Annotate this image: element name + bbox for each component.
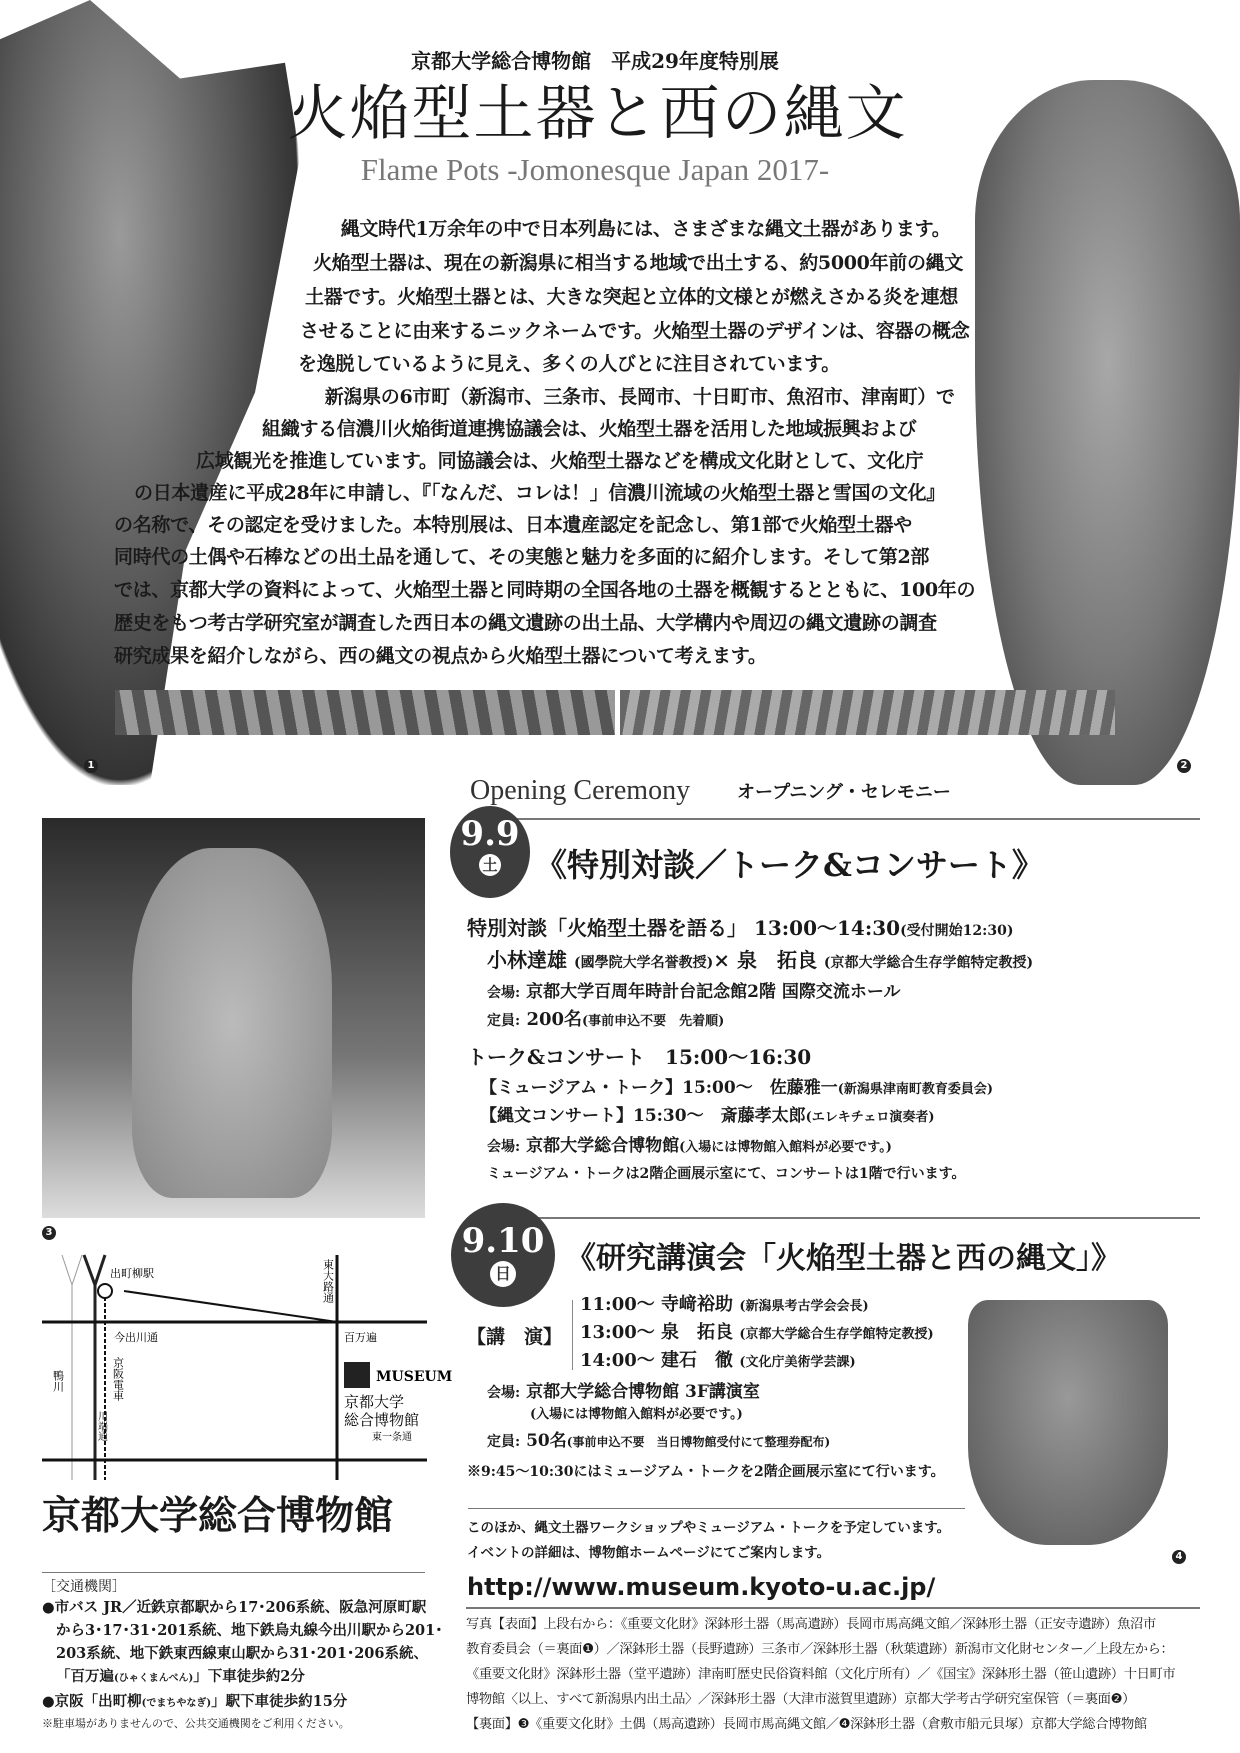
venue: 京都大学百周年時計台記念館2階 国際交流ホール xyxy=(526,982,901,1002)
keihan-walk: 」駅下車徒歩約15分 xyxy=(211,1693,348,1710)
date: 9.10 xyxy=(461,1221,545,1261)
map-keihan-label: 京阪電車 xyxy=(111,1357,125,1401)
name: 寺﨑裕助 xyxy=(661,1294,734,1315)
intro-line: 歴史をもつ考古学研究室が調査した西日本の縄文遺跡の出土品、大学構内や周辺の縄文遺跡の調査 xyxy=(114,612,937,634)
exhibition-subtitle-en: Flame Pots -Jomonesque Japan 2017- xyxy=(360,152,830,187)
access-line: 203系統、地下鉄東西線東山駅から31･201･206系統、 xyxy=(56,1645,428,1662)
venue: 京都大学総合博物館 xyxy=(526,1136,680,1156)
map-kamogawa-label: 鴨川 xyxy=(51,1370,65,1392)
role: (文化庁美術学芸課) xyxy=(739,1355,856,1370)
weekday: 日 xyxy=(490,1261,516,1287)
date: 9.9 xyxy=(460,814,520,854)
cross: × xyxy=(713,948,730,972)
talk-reception: (受付開始12:30) xyxy=(900,923,1014,939)
map-museum-label-1: 京都大学 xyxy=(344,1393,405,1411)
name: 泉 拓良 xyxy=(661,1322,734,1343)
credit-line: 《重要文化財》深鉢形土器（堂平遺跡）津南町歴史民俗資料館（文化庁所有）／《国宝》深鉢形土器（笹山遺跡）十日町市 xyxy=(466,1667,1176,1682)
map-station-label: 出町柳駅 xyxy=(110,1267,154,1280)
photo-number-4: 4 xyxy=(1172,1550,1186,1564)
museum-talk: 【ミュージアム・トーク】15:00〜 佐藤雅一 xyxy=(480,1078,838,1098)
intro-line: の日本遺産に平成28年に申請し、『「なんだ、コレは！」信濃川流域の火焔型土器と雪国の文化』 xyxy=(134,482,945,504)
more-info-line2: イベントの詳細は、博物館ホームページにてご案内します。 xyxy=(467,1545,831,1561)
capacity-note: (事前申込不要 当日博物館受付にて整理券配布) xyxy=(566,1435,831,1449)
time: 11:00〜 xyxy=(580,1294,655,1315)
intro-line: では、京都大学の資料によって、火焔型土器と同時期の全国各地の土器を概観するとともに、100年の xyxy=(114,579,976,601)
venue: 京都大学総合博物館 3F講演室 xyxy=(526,1382,760,1402)
time: 13:00〜 xyxy=(580,1322,655,1343)
museum-name: 京都大学総合博物館 xyxy=(42,1493,394,1539)
credit-line: 博物館〈以上、すべて新潟県内出土品〉／深鉢形土器（大津市滋賀里遺跡）京都大学考古学研究室保管（＝裏面❷） xyxy=(466,1692,1135,1707)
lecture-item xyxy=(580,1322,934,1345)
time: 14:00〜 xyxy=(580,1350,655,1371)
date-badge-9-9 xyxy=(450,806,530,898)
map-imadegawa-label: 今出川通 xyxy=(114,1331,158,1344)
concert: 【縄文コンサート】15:30〜 斎藤孝太郎 xyxy=(480,1106,806,1126)
photo-number-3: 3 xyxy=(42,1226,56,1240)
intro-line: させることに由来するニックネームです。火焔型土器のデザインは、容器の概念 xyxy=(300,320,970,342)
talk-title: 特別対談「火焔型土器を語る」 13:00〜14:30 xyxy=(467,916,901,940)
venue-note: (入場には博物館入館料が必要です。) xyxy=(679,1140,892,1155)
date-badge-9-10 xyxy=(451,1203,555,1307)
organizer-line: 京都大学総合博物館 平成29年度特別展 xyxy=(411,49,779,73)
capacity: 50名 xyxy=(526,1431,567,1451)
kana: (でまちやなぎ) xyxy=(141,1698,212,1709)
access-line: ●市バス JR／近鉄京都駅から17･206系統、阪急河原町駅 xyxy=(42,1599,427,1616)
map-hyakumanben-label: 百万遍 xyxy=(344,1331,377,1344)
venue-label: 会場: xyxy=(487,985,521,1001)
photo-number-1: 1 xyxy=(84,759,98,773)
role: (エレキチェロ演奏者) xyxy=(805,1110,935,1125)
intro-line: 縄文時代1万余年の中で日本列島には、さまざまな縄文土器があります。 xyxy=(322,218,951,240)
intro-line: 組織する信濃川火焔街道連携協議会は、火焔型土器を活用した地域振興および xyxy=(262,418,917,440)
intro-line: 同時代の土偶や石棒などの出土品を通して、その実態と魅力を多面的に紹介します。そして第2部 xyxy=(114,546,930,568)
credit-line: 教育委員会（＝裏面❶）／深鉢形土器（長野遺跡）三条市／深鉢形土器（秋葉遺跡）新潟市文化財センター／上段左から： xyxy=(466,1642,1174,1657)
access-line: から3･17･31･201系統、地下鉄烏丸線今出川駅から201･ xyxy=(56,1622,443,1639)
credit-line: 【裏面】❸《重要文化財》土偶（馬高遺跡）長岡市馬高縄文館／❹深鉢形土器（倉敷市船元貝塚）京都大学総合博物館 xyxy=(466,1717,1147,1732)
capacity-label: 定員: xyxy=(487,1013,521,1029)
weekday: 土 xyxy=(479,854,501,876)
role: (新潟県考古学会会長) xyxy=(739,1299,869,1314)
capacity-label: 定員: xyxy=(487,1434,521,1450)
bus-stop: 「百万遍 xyxy=(56,1668,114,1685)
name: 建石 徹 xyxy=(661,1350,734,1371)
dogu-figurine-photo xyxy=(42,818,425,1218)
museum-marker xyxy=(344,1362,370,1388)
museum-logo: MUSEUM xyxy=(376,1369,453,1385)
role: (新潟県津南町教育委員会) xyxy=(837,1082,994,1097)
exhibition-title: 火焔型土器と西の縄文 xyxy=(287,79,908,149)
venue-note: (入場には博物館入館料が必要です。) xyxy=(530,1407,743,1422)
role: (京都大学総合生存学館特定教授) xyxy=(739,1327,934,1342)
intro-line: の名称で、その認定を受けました。本特別展は、日本遺産認定を記念し、第1部で火焔型土器や xyxy=(114,514,912,536)
intro-line: を逸脱しているように見え、多くの人びとに注目されています。 xyxy=(298,353,840,375)
capacity: 200名 xyxy=(526,1009,583,1030)
pot-detail-strip-1 xyxy=(115,690,615,735)
event1-title: 《特別対談／トーク&コンサート》 xyxy=(535,846,1044,884)
kana: (ひゃくまんべん) xyxy=(114,1673,194,1684)
map-higashiichijo-label: 東一条通 xyxy=(372,1432,412,1443)
event2-title: 《研究講演会「火焔型土器と西の縄文」》 xyxy=(566,1241,1121,1276)
concert-title: トーク&コンサート 15:00〜16:30 xyxy=(467,1045,812,1069)
access-heading: ［交通機関］ xyxy=(42,1579,126,1595)
parking-note: ※駐車場がありませんので、公共交通機関をご利用ください。 xyxy=(42,1717,350,1730)
intro-line: 新潟県の6市町（新潟市、三条市、長岡市、十日町市、魚沼市、津南町）で xyxy=(306,386,955,408)
lecture-item xyxy=(580,1350,856,1373)
opening-label-ja: オープニング・セレモニー xyxy=(737,782,951,803)
pot-detail-strip-2 xyxy=(620,690,1115,735)
intro-line: 土器です。火焔型土器とは、大きな突起と立体的文様とが燃えさかる炎を連想 xyxy=(305,286,958,308)
map-museum-label-2: 総合博物館 xyxy=(344,1411,420,1429)
opening-label-en: Opening Ceremony xyxy=(470,775,691,806)
map-kawabata-label: 川端通 xyxy=(95,1411,107,1441)
venue-label: 会場: xyxy=(487,1139,521,1155)
more-info-line1: このほか、縄文土器ワークショップやミュージアム・トークを予定しています。 xyxy=(467,1520,951,1536)
map-higashioji-label: 東大路通 xyxy=(321,1259,335,1303)
credit-line: 写真【表面】上段右から：《重要文化財》深鉢形土器（馬高遺跡）長岡市馬高縄文館／深鉢形土器（正安寺遺跡）魚沼市 xyxy=(466,1617,1156,1632)
pot-photo-4 xyxy=(968,1300,1168,1545)
speaker-role: (京都大学総合生存学館特定教授) xyxy=(823,955,1034,971)
photo-number-2: 2 xyxy=(1177,759,1191,773)
speaker: 小林達雄 xyxy=(487,948,567,972)
capacity-note: (事前申込不要 先着順) xyxy=(582,1014,725,1029)
intro-line: 広域観光を推進しています。同協議会は、火焔型土器などを構成文化財として、文化庁 xyxy=(196,450,924,472)
keihan: ●京阪「出町柳 xyxy=(42,1693,142,1710)
speaker: 泉 拓良 xyxy=(736,948,817,972)
lecture-label: 【講 演】 xyxy=(467,1326,563,1348)
intro-line: 火焔型土器は、現在の新潟県に相当する地域で出土する、約5000年前の縄文 xyxy=(313,252,964,274)
museum-url-link[interactable]: http://www.museum.kyoto-u.ac.jp/ xyxy=(467,1573,936,1601)
access-map xyxy=(42,1245,453,1480)
bus-stop-walk: 」下車徒歩約2分 xyxy=(193,1668,305,1685)
event1-note: ミュージアム・トークは2階企画展示室にて、コンサートは1階で行います。 xyxy=(487,1166,966,1182)
event2-note: ※9:45〜10:30にはミュージアム・トークを2階企画展示室にて行います。 xyxy=(467,1464,945,1480)
lecture-item xyxy=(580,1294,869,1317)
venue-label: 会場: xyxy=(487,1385,521,1401)
speaker-role: (國學院大学名誉教授) xyxy=(573,955,714,971)
intro-line: 研究成果を紹介しながら、西の縄文の視点から火焔型土器について考えます。 xyxy=(114,645,767,667)
